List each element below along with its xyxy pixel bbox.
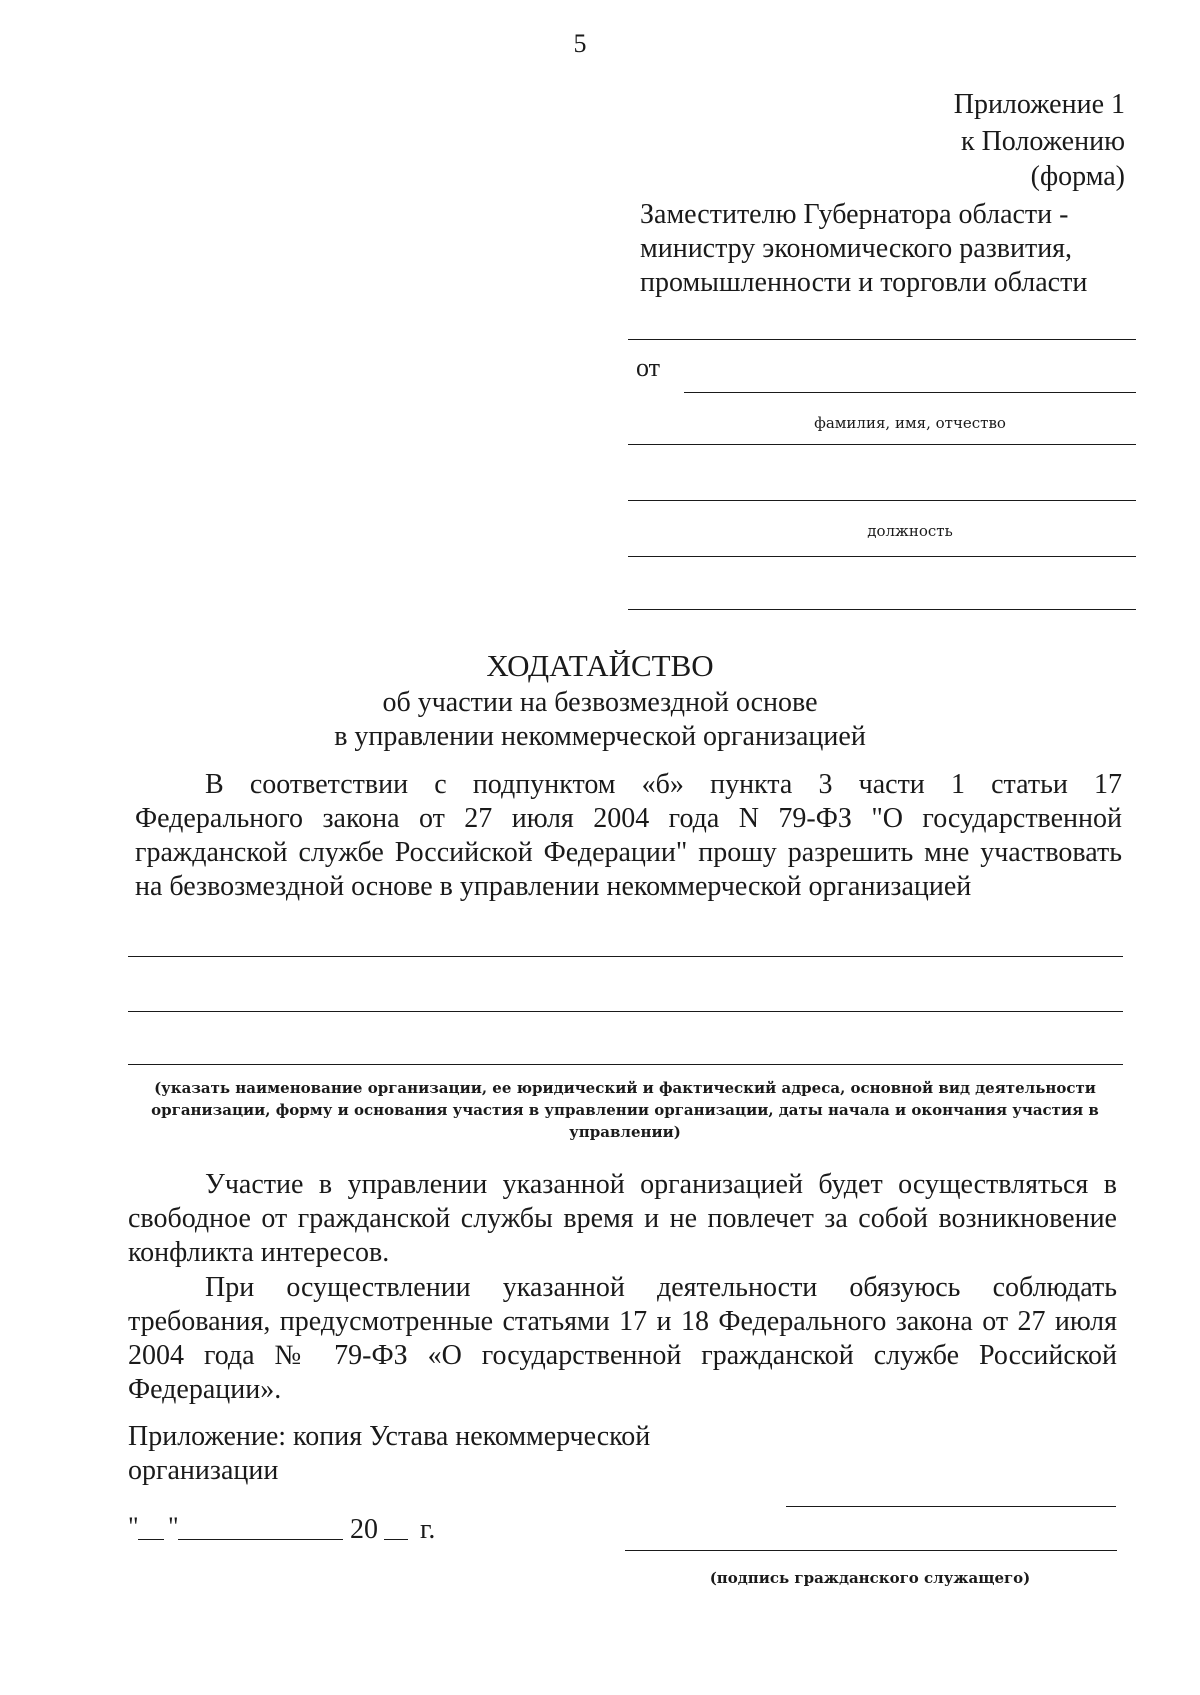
para2-line-1: Участие в управлении указанной организацией будет осуществляться в: [205, 1169, 1117, 1200]
document-subtitle-1: об участии на безвозмездной основе: [382, 687, 818, 718]
from-name-blank-line: [684, 392, 1136, 393]
signature-caption: (подпись гражданского служащего): [709, 1569, 1031, 1587]
para1-line-3: гражданской службе Российской Федерации" прошу разрешить мне участвовать: [135, 837, 1122, 868]
org-caption-line-3: управлении): [569, 1123, 681, 1141]
date-year-blank: [384, 1539, 408, 1540]
addressee-blank-line-1: [628, 339, 1136, 340]
addressee-blank-line-5: [628, 609, 1136, 610]
org-blank-line-2: [128, 1011, 1123, 1012]
date-quote-open: ": [128, 1512, 139, 1541]
org-caption-line-2: организации, форму и основания участия в управлении организации, даты начала и окончания участия в: [151, 1101, 1099, 1119]
position-caption: должность: [867, 522, 953, 540]
para3-line-4: Федерации».: [128, 1374, 282, 1405]
signature-blank-line: [625, 1550, 1117, 1551]
para3-line-1: При осуществлении указанной деятельности обязуюсь соблюдать: [205, 1272, 1117, 1303]
fio-caption: фамилия, имя, отчество: [814, 414, 1006, 432]
para1-line-2: Федерального закона от 27 июля 2004 года N 79-ФЗ "О государственной: [135, 803, 1122, 834]
org-caption-line-1: (указать наименование организации, ее юридический и фактический адреса, основной вид деятельности: [154, 1079, 1096, 1097]
document-subtitle-2: в управлении некоммерческой организацией: [334, 721, 866, 752]
page-number: 5: [573, 29, 587, 58]
addressee-blank-line-2: [628, 444, 1136, 445]
date-year-prefix: 20: [350, 1514, 378, 1545]
date-year-suffix: г.: [420, 1514, 436, 1545]
appendix-line-1: Приложение 1: [953, 89, 1125, 120]
date-month-blank: [178, 1539, 343, 1540]
attachment-line-1: Приложение: копия Устава некоммерческой: [128, 1421, 651, 1452]
addressee-line-1: Заместителю Губернатора области -: [640, 199, 1069, 230]
attachment-line-2: организации: [128, 1455, 279, 1486]
addressee-blank-line-3: [628, 500, 1136, 501]
org-blank-line-3: [128, 1064, 1123, 1065]
para2-line-2: свободное от гражданской службы время и не повлечет за собой возникновение: [128, 1203, 1117, 1234]
date-day-blank: [138, 1539, 164, 1540]
appendix-line-2: к Положению: [960, 126, 1125, 157]
addressee-line-3: промышленности и торговли области: [640, 267, 1088, 298]
date-quote-close: ": [168, 1512, 179, 1541]
org-blank-line-1: [128, 956, 1123, 957]
appendix-line-3: (форма): [1030, 161, 1125, 192]
para3-line-2: требования, предусмотренные статьями 17 и 18 Федерального закона от 27 июля: [128, 1306, 1117, 1337]
from-label: от: [636, 353, 661, 382]
signature-blank-line-upper: [786, 1506, 1116, 1507]
para1-line-4: на безвозмездной основе в управлении некоммерческой организацией: [135, 871, 972, 902]
para3-line-3: 2004 года № 79-ФЗ «О государственной гражданской службе Российской: [128, 1340, 1117, 1371]
document-title: ХОДАТАЙСТВО: [486, 648, 714, 683]
addressee-line-2: министру экономического развития,: [640, 233, 1073, 264]
para2-line-3: конфликта интересов.: [128, 1237, 390, 1268]
para1-line-1: В соответствии с подпунктом «б» пункта 3 части 1 статьи 17: [205, 769, 1122, 800]
addressee-blank-line-4: [628, 556, 1136, 557]
